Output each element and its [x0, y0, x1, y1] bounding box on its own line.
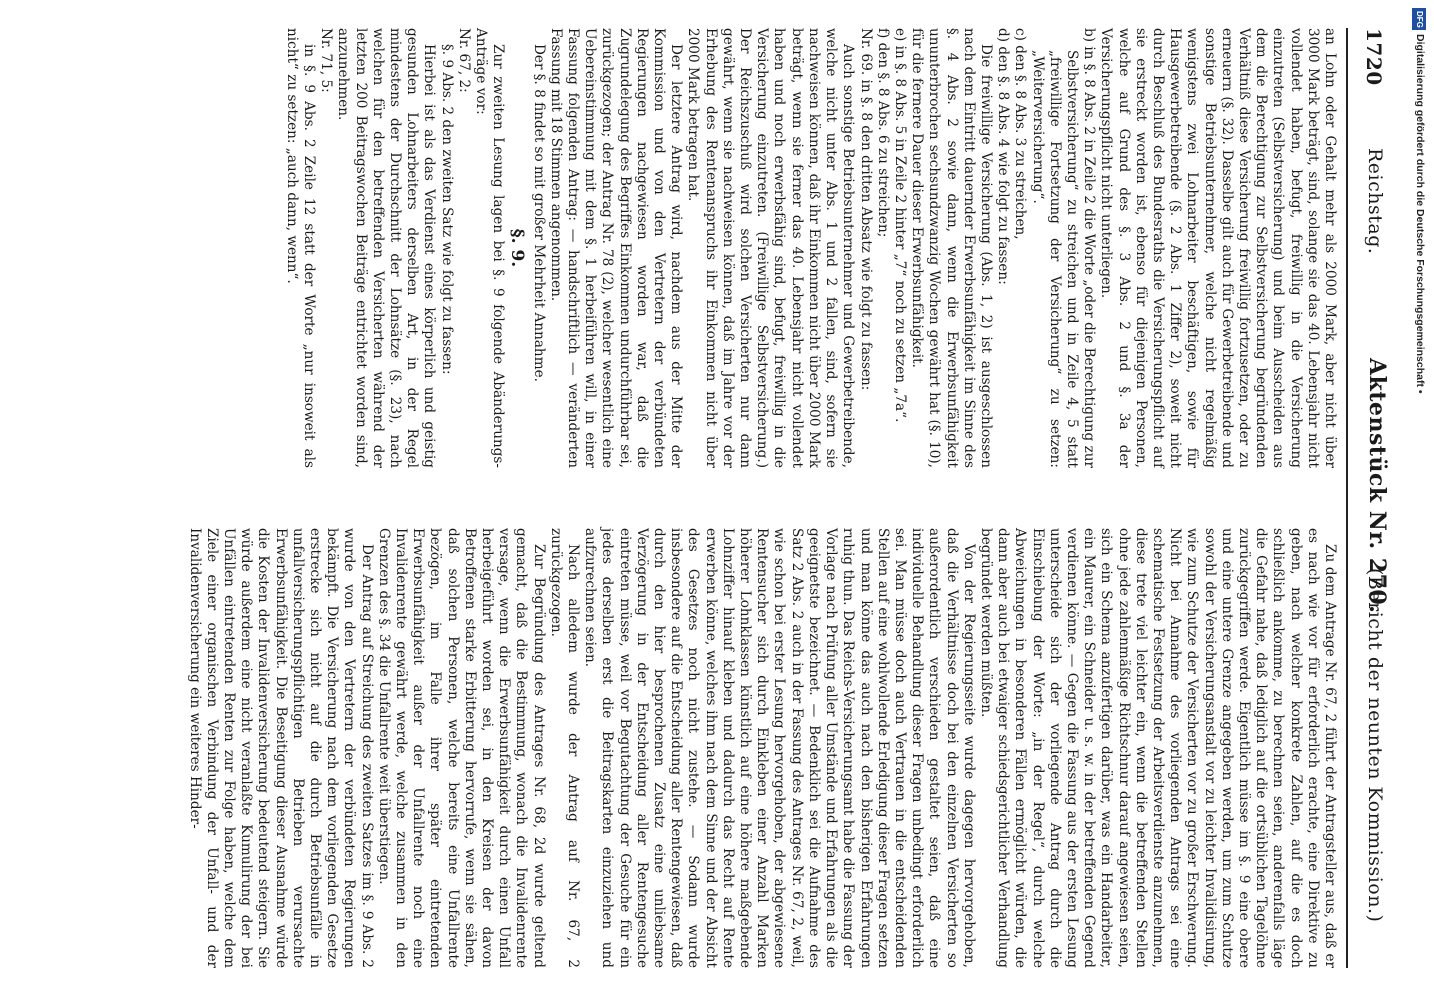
list-item: b) in §. 8 Abs. 2 in Zeile 2 die Worte „oder die Berechtigung zur Selbstversicherung“ zu streichen und in Zeile 4, 5 statt „freiwillige Fortsetzung der Versicherung“ zu setzen: „Weiterversicherung“.	[1029, 28, 1098, 468]
paragraph: Von der Regierungsseite wurde dagegen hervorgehoben, daß die Verhältnisse doch bei den einzelnen Versicherten so außerordentlich verschieden gestaltet seien, daß eine individuelle Behandlung dieser Fragen unbedingt erforderlich sei. Man müsse doch auch Vertrauen in die entscheidenden Stellen auf eine wohlwollende Erledigung dieser Fragen setzen und man könne das auch nach den bisherigen Erfahrungen ruhig thun. Das Reichs-Versicherungsamt habe die Fassung der Vorlage nach Prüfung aller Umstände und Erfahrungen als die geeignetste bezeichnet. — Bedenklich sei die Aufnahme des Satz 2 Abs. 2 auch in der Fassung des Antrages Nr. 67, 2, weil, wie schon bei erster Lesung hervorgehoben, der abgewiesene Rentensucher sich durch Einkleben einer Anzahl Marken höherer Lohnklassen künstlich auf eine höhere maßgebende Lohnziffer hinauf kleben und dadurch das Recht auf Rente erwerben könne, welches ihm nach dem Sinne und der Absicht des Gesetzes noch nicht zustehe. — Sodann wurde insbesondere auf die Entscheidung aller Rentengewiesen, daß durch den hier besprochenen Zusatz eine unliebsame Verzögerung in der Entscheidung aller Rentengesuche eintreten müsse, weil vor Begutachtung der Gesuche für ein jedes derselben erst die Beitragskarten einzuziehen und aufzurechnen seien.	[582, 528, 977, 968]
paragraph: Hierbei ist als das Verdienst eines körperlich und geistig gesunden Lohnarbeiters derselben Art, in der Regel mindestens der Durchschnitt der Lohnsätze (§. 23), nach welchen für den betreffenden Versicherten während der letzten 200 Beitragswochen Beiträge entrichtet worden sind, anzunehmen.	[335, 28, 438, 468]
header-rule	[1346, 28, 1348, 968]
paragraph: Nr. 71, 5:	[318, 28, 335, 93]
paragraph: Der Antrag auf Streichung des zweiten Satzes im §. 9 Abs. 2 wurde von den Vertretern der verbündeten Regierungen bekämpft. Die Versicherung nach dem vorliegenden Gesetze erstrecke sich nicht auf die durch Betriebsunfälle in unfallversicherungspflichtigen Betrieben verursachte Erwerbsunfähigkeit. Die Beseitigung dieser Ausnahme würde die Kosten der Invalidenversicherung bedeutend steigern. Sie würde außerdem eine nicht veranlaßte Kumulirung der bei Unfällen eintretenden Renten zur Folge haben, welche dem Ziele einer organischen Verbindung der Unfall- und der Invalidenversicherung ein weiteres Hinder-	[186, 528, 375, 968]
paragraph: Zu dem Antrage Nr. 67, 2 führt der Antragsteller aus, daß er es nach wie vor für erforderlich erachte, eine Direktive zu geben, nach welcher konkrete Zahlen, auf die es doch schließlich ankomme, zu berechnen seien, anderenfalls läge die Gefahr nahe, daß lediglich auf die ortsüblichen Tagelöhne zurückgegriffen werde. Eigentlich müsse im §. 9 eine obere und eine untere Grenze angegeben werden, um zum Schutze sowohl der Versicherungsanstalt vor zu leichter Invalidisirung, wie zum Schutze der Versicherten vor zu großer Erschwerung. Nicht bei Annahme des vorliegenden Antrags sei eine schematische Festsetzung der Arbeitsverdienste anzunehmen, diese trete viel leichter ein, wenn die betreffenden Stellen ohne jede zahlenmäßige Richtschnur darauf angewiesen seien, sich ein Schema anzufertigen darüber, was ein Handarbeiter, ein Maurer, ein Schneider u. s. w. in der betreffenden Gegend verdienen könne. — Gegen die Fassung aus der ersten Lesung unterscheide sich der vorliegende Antrag durch die Einschiebung der Worte: „in der Regel“, durch welche Abweichungen in besonderen Fällen ermöglicht würden, die dann aber auch bei etwaiger schiedsgerichtlicher Verhandlung begründet werden müßten.	[977, 528, 1338, 968]
paragraph: Nr. 67, 2:	[455, 28, 472, 93]
right-column	[88, 528, 1338, 968]
paragraph: Zur zweiten Lesung lagen bei §. 9 folgende Abänderungs-Anträge vor:	[473, 28, 507, 468]
header-right: (Bericht der neunten Kommission.)	[1364, 568, 1386, 923]
paragraph: Der letztere Antrag wird, nachdem aus der Mitte der Kommission und von den Vertretern der verbündeten Regierungen nachgewiesen worden war, daß die Zugrundelegung des Begriffes Einkommen undurchführbar sei, zurückgezogen; der Antrag Nr. 78 (2), welcher wesentlich eine Uebereinstimmung mit dem §. 1 herbeiführen will, in einer Fassung folgenden Antrag: — handschriftlich — veränderten Fassung mit 18 Stimmen angenommen.	[547, 28, 685, 468]
paragraph: Zur Begründung des Antrages Nr. 68, 2d wurde geltend gemacht, daß die Bestimmung, wonach die Invalidenrente versage, wenn die Erwerbsunfähigkeit durch einen Unfall herbeigeführt worden sei, in den Kreisen der davon Betroffenen starke Erbitterung hervorrufe, wenn sie sähen, daß solchen Personen, welche bereits eine Unfallrente bezögen, im Falle ihrer später eintretenden Erwerbsunfähigkeit außer der Unfallrente noch eine Invalidenrente gewährt werde, welche zusammen in den Grenzen des §. 34 die Unfallrente weit überstiegen.	[375, 528, 547, 968]
header-center: Aktenstück Nr. 270.	[1364, 358, 1390, 614]
document-page	[80, 28, 1390, 978]
running-header	[1350, 28, 1390, 968]
paragraph: Der §. 8 findet so mit großer Mehrheit Annahme.	[530, 44, 547, 382]
section-heading: §. 9.	[507, 228, 528, 268]
left-column	[88, 28, 1338, 468]
page-number: 1720	[1362, 28, 1386, 86]
paragraph: Auch sonstige Betriebsunternehmer und Gewerbetreibende, welche nicht unter Abs. 1 und 2 fallen, sind, sofern sie nachweisen können, daß ihr Einkommen nicht über 2000 Mark beträgt, wenn sie ferner das 40. Lebensjahr nicht vollendet haben und noch erwerbsfähig sind, befugt, freiwillig in die Versicherung einzutreten. (Freiwillige Selbstversicherung.) Der Reichszuschuß wird solchen Versicherten nur dann gewährt, wenn sie nachweisen können, daß im Jahre vor der Erhebung des Rentenanspruchs ihr Einkommen nicht über 2000 Mark betragen hat.	[685, 28, 857, 468]
paragraph: §. 9 Abs. 2 den zweiten Satz wie folgt zu fassen:	[438, 44, 455, 375]
paragraph: Nr. 69. in §. 8 den dritten Absatz wie folgt zu fassen:	[857, 28, 874, 391]
dfg-logo: DFG	[1412, 8, 1426, 30]
watermark-text: Digitalisierung gefördert durch die Deutsche Forschungsgemeinschaft •	[1414, 34, 1426, 394]
header-left: Reichstag.	[1364, 148, 1386, 255]
list-item: d) den §. 8 Abs. 4 wie folgt zu fassen:	[995, 28, 1012, 285]
list-item: e) in §. 8 Abs. 5 in Zeile 2 hinter „7“ noch zu setzen „7a“.	[891, 28, 908, 423]
paragraph: Nach alledem wurde der Antrag auf Nr. 67, 2 zurückgezogen.	[547, 528, 582, 968]
digitization-watermark	[1412, 8, 1426, 988]
paragraph: Die freiwillige Versicherung (Abs. 1, 2) ist ausgeschlossen nach dem Eintritt dauernder Erwerbsunfähigkeit im Sinne des §. 4 Abs. 2 sowie dann, wenn die Erwerbsunfähigkeit ununterbrochen sechsundzwanzig Wochen gewährt hat (§. 10), für die fernere Dauer dieser Erwerbsunfähigkeit.	[909, 28, 994, 468]
list-item: f) den §. 8 Abs. 6 zu streichen;	[874, 28, 891, 238]
paragraph: an Lohn oder Gehalt mehr als 2000 Mark, aber nicht über 3000 Mark beträgt, sind, solange sie das 40. Lebensjahr nicht vollendet haben, befugt, freiwillig in die Versicherung einzutreten (Selbstversicherung) und beim Ausscheiden aus dem die Berechtigung zur Selbstversicherung begründenden Verhältniß diese Versicherung freiwillig fortzusetzen, oder zu erneuern (§. 32). Dasselbe gilt auch für Gewerbetreibende und sonstige Betriebsunternehmer, welche nicht regelmäßig wenigstens zwei Lohnarbeiter beschäftigen, sowie für Hausgewerbetreibende (§. 2 Abs. 1 Ziffer 2), soweit nicht durch Beschluß des Bundesraths die Versicherungspflicht auf sie erstreckt worden ist, ebenso für diejenigen Personen, welche auf Grund des §. 3 Abs. 2 und §. 3a der Versicherungspflicht nicht unterliegen.	[1098, 28, 1338, 468]
paragraph: in §. 9 Abs. 2 Zeile 12 statt der Worte „nur insoweit als nicht“ zu setzen: „auch dann, wenn“.	[283, 28, 318, 468]
list-item: c) den §. 8 Abs. 3 zu streichen,	[1012, 28, 1029, 240]
